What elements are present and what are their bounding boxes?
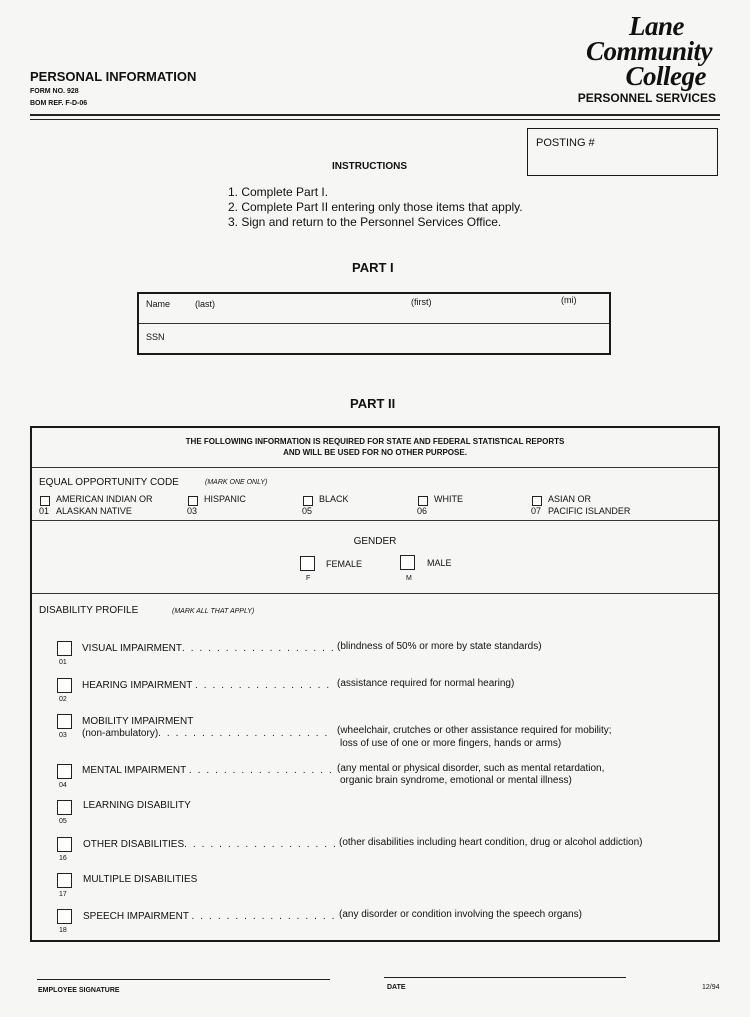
part2-title: PART II: [350, 396, 396, 411]
male-checkbox[interactable]: [400, 555, 415, 570]
date-line[interactable]: [384, 977, 626, 978]
disability-code: 01: [59, 659, 67, 666]
first-name-label: (first): [411, 297, 432, 307]
part1-divider: [139, 323, 609, 324]
logo-line-3: College: [625, 61, 706, 91]
notice-line-2: AND WILL BE USED FOR NO OTHER PURPOSE.: [283, 448, 467, 457]
disability-checkbox[interactable]: [57, 837, 72, 852]
disability-code: 16: [59, 855, 67, 862]
eeo-option-label: AMERICAN INDIAN OR: [56, 494, 153, 504]
disability-description: (any disorder or condition involving the speech organs): [339, 909, 582, 920]
instructions-title: INSTRUCTIONS: [332, 161, 407, 172]
disability-label: VISUAL IMPAIRMENT. . . . . . . . . . . . . . . . . .: [82, 643, 336, 654]
disability-label: HEARING IMPAIRMENT . . . . . . . . . . . . . . . .: [82, 680, 331, 691]
eeo-option-label: ALASKAN NATIVE: [56, 506, 132, 516]
disability-description: (any mental or physical disorder, such as mental retardation, organic brain syndrome, emotional or mental illness): [337, 763, 605, 786]
eeo-option-code: 05: [302, 506, 313, 516]
gender-title: GENDER: [353, 536, 397, 547]
instruction-item: 1. Complete Part I.: [228, 185, 329, 199]
department-name: PERSONNEL SERVICES: [577, 91, 716, 105]
disability-note: (MARK ALL THAT APPLY): [172, 608, 255, 615]
disability-description: (assistance required for normal hearing): [337, 678, 515, 689]
disability-label: SPEECH IMPAIRMENT . . . . . . . . . . . . . . . . .: [83, 911, 337, 922]
disability-label: MOBILITY IMPAIRMENT: [82, 716, 194, 727]
name-label: Name: [146, 299, 171, 309]
disability-description: (wheelchair, crutches or other assistance required for mobility; loss of use of one or more fingers, hands or arms): [337, 725, 612, 749]
disability-code: 04: [59, 782, 67, 789]
ssn-field[interactable]: [179, 326, 599, 350]
female-checkbox[interactable]: [300, 556, 315, 571]
eeo-option-label: BLACK: [319, 494, 349, 504]
disability-label: MULTIPLE DISABILITIES: [83, 874, 198, 885]
eeo-option-label: WHITE: [434, 494, 463, 504]
female-code: F: [306, 575, 311, 582]
eeo-option-code: 01: [39, 506, 50, 516]
disability-code: 02: [59, 696, 67, 703]
revision-date: 12/94: [702, 984, 720, 991]
part2-box: [30, 426, 720, 942]
header-rule-bottom: [30, 119, 720, 120]
eeo-checkbox[interactable]: [188, 496, 198, 506]
disability-checkbox[interactable]: [57, 764, 72, 779]
eeo-option-label: ASIAN OR: [548, 494, 592, 504]
disability-label-continued: (non-ambulatory). . . . . . . . . . . . . . . . . . . .: [82, 728, 329, 739]
male-code: M: [406, 575, 412, 582]
disability-code: 18: [59, 927, 67, 934]
instruction-item: 3. Sign and return to the Personnel Services Office.: [228, 215, 502, 229]
middle-initial-label: (mi): [561, 295, 577, 305]
last-name-label: (last): [195, 299, 215, 309]
disability-code: 05: [59, 818, 67, 825]
college-logo: [512, 11, 712, 91]
eeo-option-code: 07: [531, 506, 542, 516]
eeo-option-code: 06: [417, 506, 428, 516]
posting-label: POSTING #: [536, 137, 595, 149]
logo-line-2: Community: [585, 36, 712, 66]
disability-checkbox[interactable]: [57, 873, 72, 888]
part1-title: PART I: [352, 260, 394, 275]
notice-divider: [32, 467, 718, 468]
female-label: FEMALE: [326, 559, 363, 569]
ssn-label: SSN: [146, 332, 165, 342]
disability-checkbox[interactable]: [57, 641, 72, 656]
eeo-checkbox[interactable]: [303, 496, 313, 506]
eeo-checkbox[interactable]: [418, 496, 428, 506]
bom-reference: BOM REF. F-D-06: [30, 100, 88, 107]
eeo-title: EQUAL OPPORTUNITY CODE: [39, 477, 179, 488]
instructions-list: [228, 185, 523, 230]
eeo-option-label: PACIFIC ISLANDER: [548, 506, 631, 516]
instruction-item: 2. Complete Part II entering only those items that apply.: [228, 200, 523, 214]
header-rule-top: [30, 114, 720, 116]
disability-description: (blindness of 50% or more by state standards): [337, 641, 542, 652]
disability-code: 03: [59, 732, 67, 739]
eeo-note: (MARK ONE ONLY): [205, 479, 268, 486]
part1-box: [137, 292, 611, 355]
notice-line-1: THE FOLLOWING INFORMATION IS REQUIRED FOR STATE AND FEDERAL STATISTICAL REPORTS: [185, 437, 565, 446]
eeo-divider: [32, 520, 718, 521]
signature-line[interactable]: [37, 979, 330, 980]
eeo-option-label: HISPANIC: [204, 494, 246, 504]
posting-box[interactable]: [527, 128, 718, 176]
form-title: PERSONAL INFORMATION: [30, 69, 197, 84]
disability-checkbox[interactable]: [57, 678, 72, 693]
disability-label: LEARNING DISABILITY: [83, 800, 191, 811]
disability-checkbox[interactable]: [57, 909, 72, 924]
name-field[interactable]: [189, 308, 599, 323]
disability-label: MENTAL IMPAIRMENT . . . . . . . . . . . . . . . . .: [82, 765, 334, 776]
gender-divider: [32, 593, 718, 594]
eeo-checkbox[interactable]: [532, 496, 542, 506]
disability-code: 17: [59, 891, 67, 898]
eeo-option-code: 03: [187, 506, 198, 516]
date-label: DATE: [387, 984, 406, 991]
disability-description: (other disabilities including heart condition, drug or alcohol addiction): [339, 837, 643, 848]
disability-title: DISABILITY PROFILE: [39, 605, 139, 616]
eeo-checkbox[interactable]: [40, 496, 50, 506]
form-number: FORM NO. 928: [30, 88, 79, 95]
disability-checkbox[interactable]: [57, 714, 72, 729]
disability-label: OTHER DISABILITIES. . . . . . . . . . . . . . . . . .: [83, 839, 338, 850]
signature-label: EMPLOYEE SIGNATURE: [38, 987, 120, 994]
disability-checkbox[interactable]: [57, 800, 72, 815]
male-label: MALE: [427, 558, 452, 568]
logo-line-1: Lane: [629, 11, 684, 41]
